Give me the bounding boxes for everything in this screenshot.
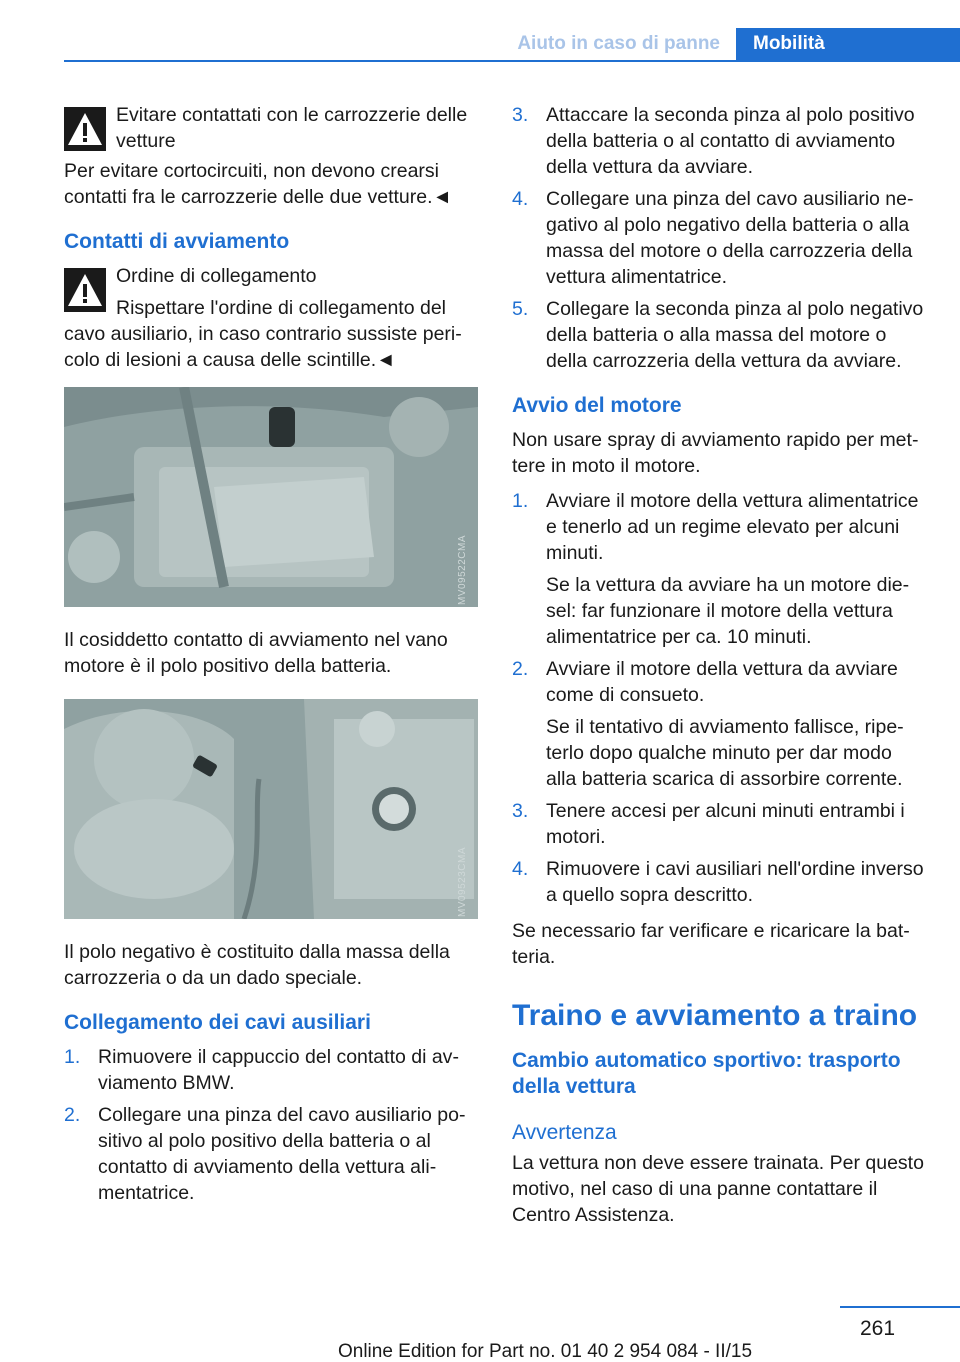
warning-title: Evitare contattati con le carrozzerie delle vetture [116,104,468,152]
caption-negative: Il polo negativo è costituito dalla massa della carrozzeria o da un dado speciale. [64,941,450,989]
step-text: Attaccare la seconda pinza al polo positivo della batteria o al contatto di avviamento della vettura da avviare. [546,104,915,178]
heading-notice: Avvertenza [512,1121,617,1144]
list-item [512,296,926,374]
step-number: 4. [512,188,529,210]
step-subtext: Se il tentativo di avviamento fallisce, ripeterlo dopo qualche minuto per dar modo alla batteria scarica di assorbire corrente. [546,716,904,790]
list-item [512,656,926,792]
page-number: 261 [860,1317,896,1340]
step-number: 3. [512,800,529,822]
step-number: 3. [512,104,529,126]
notice-text: La vettura non deve essere trainata. Per questo motivo, nel caso di una panne contattare il Centro Assistenza. [512,1152,924,1226]
right-column [512,102,926,1237]
list-item [512,488,926,650]
list-item [512,798,926,850]
heading-towing: Traino e avviamento a traino [512,999,918,1032]
heading-transmission: Cambio automatico sportivo: trasporto della vettura [512,1049,901,1098]
engine-bay-figure-negative [64,699,478,919]
step-number: 4. [512,858,529,880]
list-item [64,1102,478,1206]
step-number: 1. [64,1046,81,1068]
step-text: Rimuovere i cavi ausiliari nell'ordine inverso a quello sopra descritto. [546,858,924,906]
step-number: 1. [512,490,529,512]
left-column [64,102,478,1216]
step-text: Collegare una pinza del cavo ausiliario negativo al polo negativo della batteria o alla massa del motore o della carrozzeria della vettura alimentatrice. [546,188,914,288]
warning-text: Rispettare l'ordine di collegamento del cavo ausiliario, in caso contrario sussiste pericolo di lesioni a causa delle scintille.◄ [64,297,462,371]
figure-code: MV09522CMA [457,535,468,606]
engine-bay-figure-positive [64,387,478,607]
step-subtext: Se la vettura da avviare ha un motore diesel: far funzionare il motore della vettura alimentatrice per ca. 10 minuti. [546,574,910,648]
heading-start: Avvio del motore [512,394,682,417]
footer-rule [840,1306,960,1308]
caption-positive: Il cosiddetto contatto di avviamento nel vano motore è il polo positivo della batteria. [64,629,448,677]
list-item [512,102,926,180]
heading-contacts: Contatti di avviamento [64,230,290,253]
cable-steps-left [64,1044,478,1206]
figure-code: MV09523CMA [457,847,468,918]
warning-title: Ordine di collegamento [116,265,317,287]
step-text: Rimuovere il cappuccio del contatto di avviamento BMW. [98,1046,459,1094]
warning-icon [64,268,106,312]
list-item [512,186,926,290]
list-item [64,1044,478,1096]
closing-text: Se necessario far verificare e ricaricare la batteria. [512,920,910,968]
warning-connection-order [64,263,478,313]
cable-steps-right [512,102,926,374]
heading-cables: Collegamento dei cavi ausiliari [64,1011,371,1034]
step-text: Collegare una pinza del cavo ausiliario positivo al polo positivo della batteria o al contatto di avviamento della vettura alimentatrice. [98,1104,466,1204]
header-section-title: Aiuto in caso di panne [517,33,720,54]
header-rule [64,60,960,62]
footer-edition: Online Edition for Part no. 01 40 2 954 084 - II/15 [337,1341,753,1362]
step-number: 5. [512,298,529,320]
step-text: Avviare il motore della vettura da avviare come di consueto. [546,658,898,706]
step-text: Collegare la seconda pinza al polo negativo della batteria o alla massa del motore o della carrozzeria della vettura da avviare. [546,298,924,372]
warning-text: Per evitare cortocircuiti, non devono crearsi contatti fra le carrozzerie delle due vetture.◄ [64,160,452,208]
step-text: Tenere accesi per alcuni minuti entrambi i motori. [546,800,905,848]
header-chapter-tab: Mobilità [736,28,960,62]
intro-start: Non usare spray di avviamento rapido per mettere in moto il motore. [512,429,919,477]
warning-body-contact [64,102,478,154]
step-number: 2. [512,658,529,680]
step-text: Avviare il motore della vettura alimentatrice e tenerlo ad un regime elevato per alcuni minuti. [546,490,919,564]
step-number: 2. [64,1104,81,1126]
warning-icon [64,107,106,151]
start-steps [512,488,926,908]
list-item [512,856,926,908]
